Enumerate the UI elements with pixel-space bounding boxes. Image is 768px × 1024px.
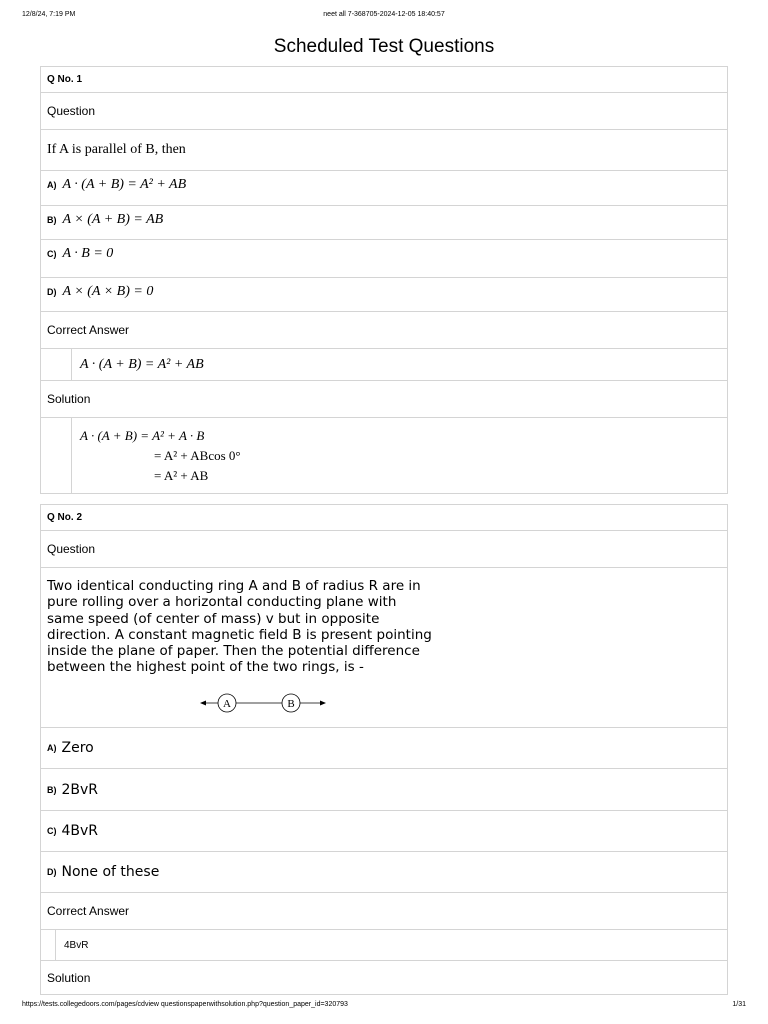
question-label: Question <box>47 104 96 118</box>
option-text: 2BvR <box>61 781 99 798</box>
option-text: Zero <box>61 740 94 756</box>
question-text: If A is parallel of B, then <box>47 142 186 157</box>
correct-answer-label: Correct Answer <box>47 323 130 337</box>
correct-answer-text: A · (A + B) = A² + AB <box>80 356 204 372</box>
print-header-datetime: 12/8/24, 7:19 PM <box>22 11 76 18</box>
question-number-row <box>41 505 727 531</box>
correct-answer-row <box>41 349 727 381</box>
option-text: A · (A + B) = A² + AB <box>62 177 187 192</box>
question-1-card <box>40 66 728 494</box>
option-text: A · B = 0 <box>62 246 114 261</box>
solution-label-row <box>41 961 727 995</box>
question-label-row <box>41 531 727 568</box>
option-text: A × (A × B) = 0 <box>62 284 154 299</box>
solution-label: Solution <box>47 970 91 985</box>
option-b[interactable] <box>41 206 727 240</box>
correct-answer-label: Correct Answer <box>47 904 130 918</box>
question-text: Two identical conducting ring A and B of radius R are in pure rolling over a horizontal conducting plane with same speed (of center of mass) v but in opposite direction. A constant magnetic field B is present pointing inside the plane of paper. Then the potential difference between the highest point of the two rings, is - <box>47 578 432 676</box>
ring-b-label: B <box>287 698 295 710</box>
option-d[interactable] <box>41 278 727 312</box>
rings-figure <box>199 691 329 715</box>
print-footer-page-number: 1/31 <box>732 1001 746 1008</box>
correct-answer-text: 4BvR <box>64 939 89 951</box>
option-letter: B) <box>47 784 57 795</box>
solution-line: = A² + AB <box>154 467 209 483</box>
option-letter: D) <box>47 287 57 297</box>
ring-a-label: A <box>223 698 231 710</box>
correct-answer-label-row <box>41 312 727 349</box>
question-number: Q No. 2 <box>47 512 83 523</box>
solution-label-row <box>41 381 727 418</box>
option-c[interactable] <box>41 811 727 852</box>
option-text: A × (A + B) = AB <box>62 212 164 227</box>
question-2-card <box>40 504 728 995</box>
question-label-row <box>41 93 727 130</box>
solution-line: = A² + ABcos 0° <box>154 447 241 463</box>
option-text: None of these <box>61 864 160 880</box>
option-c[interactable] <box>41 240 727 278</box>
question-number: Q No. 1 <box>47 74 83 85</box>
print-footer-url[interactable]: https://tests.collegedoors.com/pages/cdview questionspaperwithsolution.php?question_paper_id=320793 <box>22 1001 348 1008</box>
question-number-row <box>41 67 727 93</box>
option-b[interactable] <box>41 769 727 811</box>
option-letter: B) <box>47 215 57 225</box>
option-a[interactable] <box>41 728 727 769</box>
question-text-row <box>41 130 727 171</box>
solution-row <box>41 418 727 494</box>
option-letter: A) <box>47 743 57 753</box>
option-letter: C) <box>47 249 57 259</box>
option-a[interactable] <box>41 171 727 206</box>
print-header-doc-title: neet all 7-368705-2024-12-05 18:40:57 <box>323 11 445 18</box>
option-letter: C) <box>47 826 57 836</box>
option-letter: D) <box>47 867 57 877</box>
option-text: 4BvR <box>61 823 99 839</box>
page-title: Scheduled Test Questions <box>273 36 495 57</box>
solution-line: A · (A + B) = A² + A · B <box>80 427 205 443</box>
question-label: Question <box>47 542 96 556</box>
option-d[interactable] <box>41 852 727 893</box>
question-text-row <box>41 568 727 728</box>
option-letter: A) <box>47 180 57 190</box>
correct-answer-row <box>41 930 727 961</box>
correct-answer-label-row <box>41 893 727 930</box>
solution-label: Solution <box>47 392 91 406</box>
